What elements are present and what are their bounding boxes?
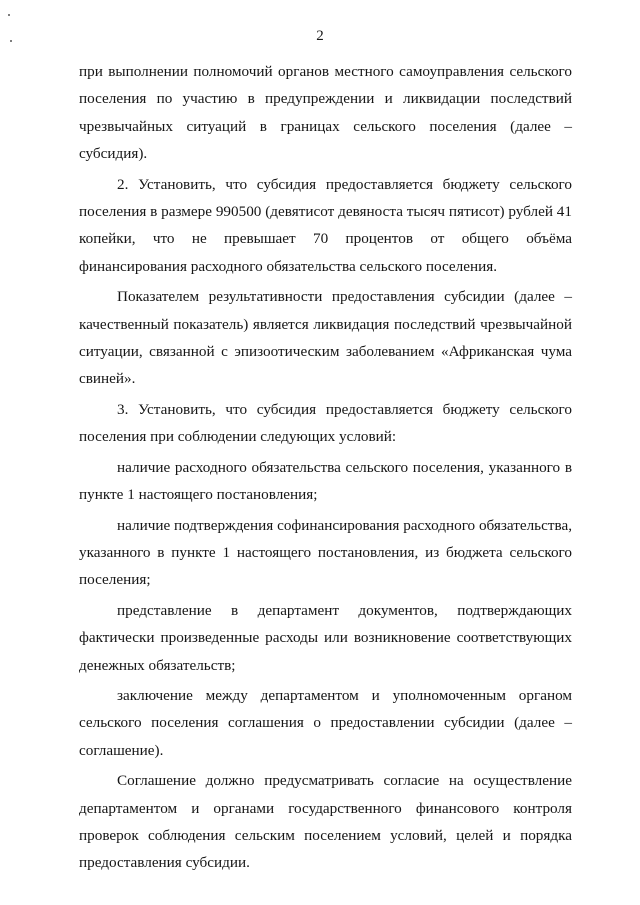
paragraph-item-3-conditions: 3. Установить, что субсидия предоставляется бюджету сельского поселения при соблюдении следующих условий: [79,400,572,446]
document-body [79,58,572,877]
page-number: 2 [316,28,324,44]
condition-documents: представление в департамент документов, подтверждающих фактически произведенные расходы или возникновение соответствующих денежных обязательств; [79,601,572,674]
condition-expense-obligation: наличие расходного обязательства сельского поселения, указанного в пункте 1 настоящего постановления; [79,458,572,504]
condition-cofinancing: наличие подтверждения софинансирования расходного обязательства, указанного в пункте 1 настоящего постановления, из бюджета сельского поселения; [79,516,572,589]
scan-speck [8,14,10,16]
paragraph-performance-indicator: Показателем результативности предоставления субсидии (далее – качественный показатель) является ликвидация последствий чрезвычайной ситуации, связанной с эпизоотическим заболеванием «Африканская чума свиней». [79,288,572,388]
condition-agreement: заключение между департаментом и уполномоченным органом сельского поселения соглашения о предоставлении субсидии (далее – соглашение). [79,686,572,759]
paragraph-agreement-consent: Соглашение должно предусматривать согласие на осуществление департаментом и органами государственного финансового контроля проверок соблюдения сельским поселением условий, целей и порядка предоставления субсидии. [79,772,572,872]
paragraph-item-2-subsidy-amount: 2. Установить, что субсидия предоставляется бюджету сельского поселения в размере 990500 (девятисот девяноста тысяч пятисот) рублей 41 копейки, что не превышает 70 процентов от общего объёма финансирования расходного обязательства сельского поселения. [79,175,572,275]
paragraph-subsidy-definition: при выполнении полномочий органов местного самоуправления сельского поселения по участию в предупреждении и ликвидации последствий чрезвычайных ситуаций в границах сельского поселения (далее – субсидия). [79,63,572,163]
